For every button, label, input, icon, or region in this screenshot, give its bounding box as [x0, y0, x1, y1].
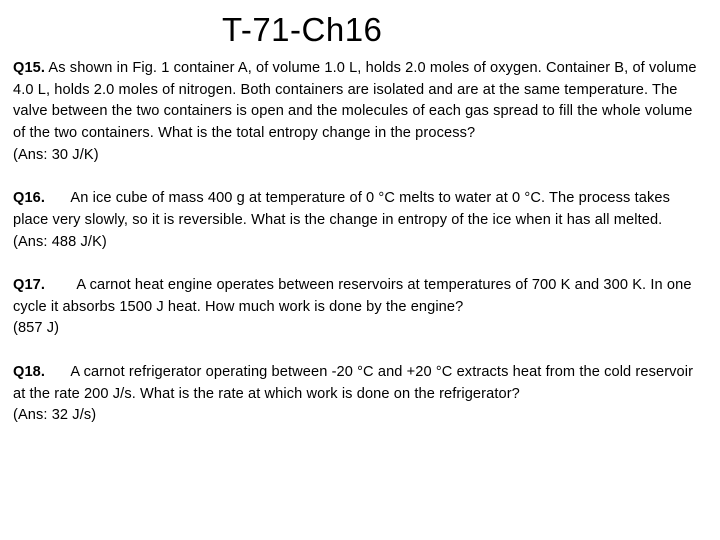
question-text: A carnot heat engine operates between reservoirs at temperatures of 700 K and 300 K. In one cycle it absorbs 1500 J heat. How much work is done by the engine?: [13, 277, 692, 315]
question-text: An ice cube of mass 400 g at temperature of 0 °C melts to water at 0 °C. The process takes place very slowly, so it is reversible. What is the change in entropy of the ice when it has all melted.: [13, 190, 670, 228]
slide-title: T-71-Ch16: [222, 11, 383, 48]
question-18: [13, 362, 707, 427]
question-text: A carnot refrigerator operating between -20 °C and +20 °C extracts heat from the cold reservoir at the rate 200 J/s. What is the rate at which work is done on the refrigerator?: [13, 363, 694, 402]
question-answer: (857 J): [13, 320, 60, 337]
question-15: [13, 58, 707, 167]
question-label: Q18.: [13, 363, 46, 380]
question-label: Q16.: [13, 190, 46, 207]
question-label: Q15.: [13, 60, 46, 76]
question-answer: (Ans: 488 J/K): [13, 233, 107, 250]
question-answer: (Ans: 32 J/s): [13, 407, 97, 424]
questions-body: [13, 58, 707, 449]
question-16: [13, 188, 707, 253]
question-label: Q17.: [13, 277, 46, 293]
question-answer: (Ans: 30 J/K): [13, 146, 99, 163]
question-text: As shown in Fig. 1 container A, of volume 1.0 L, holds 2.0 moles of oxygen. Container B, of volume 4.0 L, holds 2.0 moles of nitrogen. Both containers are isolated and are at the same temperature. The valve between the two containers is open and the molecules of each gas spread to fill the whole volume of the two containers. What is the total entropy change in the process?: [13, 60, 697, 142]
question-17: [13, 275, 707, 340]
